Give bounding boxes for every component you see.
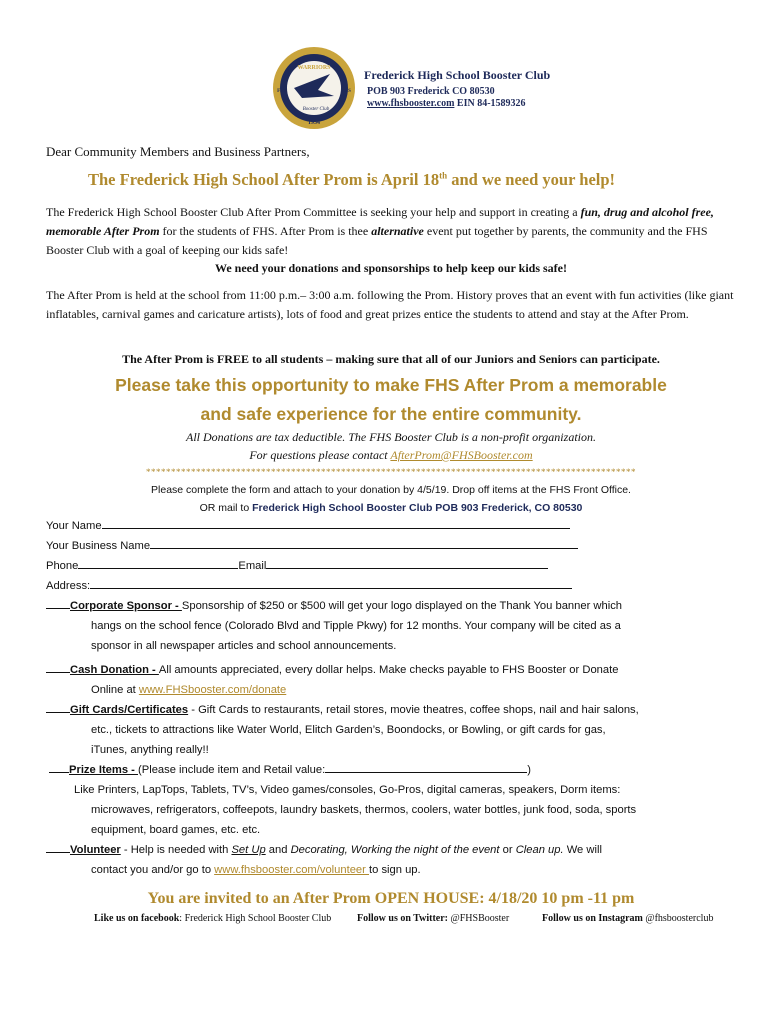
- event-details-paragraph: The After Prom is held at the school from 11:00 p.m.– 3:00 a.m. following the Prom. History proves that an event with fun activities (like giant inflatables, carnival games and caricature artists), lots of food and great prizes entice the students to attend and stay at the After Prom.: [46, 288, 734, 321]
- business-label: Your Business Name: [46, 540, 151, 552]
- cta-banner: [46, 371, 736, 429]
- address-field[interactable]: [90, 577, 572, 589]
- seal-right-text: FHS: [341, 89, 351, 94]
- p1-text-e: event put together by parents, the community and the FHS Booster Club with a goal of keeping our kids safe!: [46, 224, 708, 257]
- donation-appeal: We need your donations and sponsorships to help keep our kids safe!: [215, 261, 567, 275]
- contact-text: For questions please contact: [249, 448, 391, 462]
- volunteer-decor: Decorating, Working the night of the event: [290, 844, 500, 856]
- email-label: Email: [238, 560, 267, 572]
- name-label: Your Name: [46, 520, 102, 532]
- intro-paragraph: [46, 203, 736, 260]
- twitter-label: Follow us on Twitter:: [357, 913, 449, 924]
- corporate-desc-3: sponsor in all newspaper articles and school announcements.: [91, 640, 397, 652]
- headline: [88, 170, 615, 190]
- address-label: Address:: [46, 580, 91, 592]
- cta-line-2: and safe experience for the entire community.: [200, 404, 582, 424]
- volunteer-signup-text: to sign up.: [369, 864, 421, 876]
- org-ein: EIN 84-1589326: [456, 98, 526, 109]
- prize-value-field[interactable]: [325, 761, 527, 773]
- free-event-line: The After Prom is FREE to all students – making sure that all of our Juniors and Seniors can participate.: [122, 352, 660, 366]
- headline-text: The Frederick High School After Prom is April 18: [88, 170, 440, 189]
- seal-top-text: FHS: [308, 55, 320, 61]
- prize-desc-3: microwaves, refrigerators, coffeepots, laundry baskets, thermos, coolers, water bottles, junk food, soda, sports: [91, 804, 637, 816]
- cash-online-text: Online at: [91, 684, 139, 696]
- gift-desc: - Gift Cards to restaurants, retail stores, movie theatres, coffee shops, nail and hair salons,: [188, 704, 639, 716]
- corporate-desc-2: hangs on the school fence (Colorado Blvd and Tipple Pkwy) for 12 months. Your company will be cited as a: [91, 620, 621, 632]
- address-row: [46, 576, 639, 596]
- p1-emphasis: fun, drug and alcohol free, memorable After Prom: [46, 205, 714, 238]
- gift-checkbox-line[interactable]: [46, 701, 70, 713]
- org-website-link[interactable]: www.fhsbooster.com: [367, 98, 455, 109]
- prize-desc-4: equipment, board games, etc. etc.: [91, 824, 261, 836]
- cash-title: Cash Donation -: [70, 664, 159, 676]
- prize-close: ): [527, 764, 531, 776]
- instagram-label: Follow us on Instagram: [542, 913, 643, 924]
- tax-deductible-note: All Donations are tax deductible. The FHS Booster Club is a non-profit organization.: [186, 430, 596, 444]
- p1-alternative: alternative: [371, 224, 424, 238]
- mail-text: OR mail to: [199, 502, 253, 514]
- cash-desc-2: [46, 680, 639, 700]
- prize-desc-2: Like Printers, LapTops, Tablets, TV’s, Video games/consoles, Go-Pros, digital cameras, speakers, Dorm items:: [74, 784, 621, 796]
- prize-checkbox-line[interactable]: [49, 761, 69, 773]
- prize-desc: (Please include item and Retail value:: [138, 764, 326, 776]
- volunteer-desc-c: or: [499, 844, 516, 856]
- volunteer-desc-d: We will: [563, 844, 602, 856]
- gift-desc-2: etc., tickets to attractions like Water World, Elitch Garden’s, Boondocks, or Bowling, or gift cards for gas,: [91, 724, 606, 736]
- open-house-banner: You are invited to an After Prom OPEN HOUSE: 4/18/20 10 pm -11 pm: [147, 890, 635, 907]
- seal-inner-text: Booster Club: [302, 107, 330, 112]
- volunteer-option: [46, 840, 639, 860]
- volunteer-go-text: contact you and/or go to: [91, 864, 215, 876]
- twitter-value[interactable]: @FHSBooster: [448, 913, 510, 924]
- corporate-title: Corporate Sponsor -: [70, 600, 182, 612]
- facebook-line: [94, 913, 331, 924]
- seal-left-text: FHS: [277, 89, 287, 94]
- mail-line: [46, 498, 736, 518]
- donate-link[interactable]: www.FHSbooster.com/donate: [138, 684, 287, 696]
- gift-desc-3: iTunes, anything really!!: [91, 744, 209, 756]
- volunteer-checkbox-line[interactable]: [46, 841, 70, 853]
- star-divider: **************************************************************************************************: [146, 467, 636, 477]
- cta-line-1: Please take this opportunity to make FHS After Prom a memorable: [115, 375, 667, 395]
- name-row: [46, 516, 639, 536]
- org-name: Frederick High School Booster Club: [364, 68, 551, 82]
- volunteer-desc-2: [46, 860, 639, 880]
- contact-email-link[interactable]: AfterProm@FHSBooster.com: [390, 448, 533, 462]
- seal-bottom-text: 1954: [308, 120, 320, 126]
- volunteer-desc-a: - Help is needed with: [120, 844, 232, 856]
- facebook-value[interactable]: : Frederick High School Booster Club: [179, 913, 332, 924]
- org-address: POB 903 Frederick CO 80530: [367, 86, 495, 97]
- instagram-line: [542, 913, 713, 924]
- salutation: Dear Community Members and Business Partners,: [46, 144, 310, 159]
- corporate-checkbox-line[interactable]: [46, 597, 70, 609]
- seal-mascot: WARRIORS: [297, 65, 331, 71]
- email-field[interactable]: [266, 557, 548, 569]
- volunteer-desc-b: and: [265, 844, 291, 856]
- headline-end: and we need your help!: [447, 170, 616, 189]
- headline-sup: th: [439, 170, 448, 181]
- mail-address: Frederick High School Booster Club POB 903 Frederick, CO 80530: [252, 502, 583, 514]
- org-web-ein: [367, 98, 526, 109]
- cash-desc: All amounts appreciated, every dollar helps. Make checks payable to FHS Booster or Donate: [158, 664, 619, 676]
- prize-title: Prize Items -: [69, 764, 139, 776]
- corporate-sponsor-option: [46, 596, 639, 616]
- volunteer-link[interactable]: www.fhsbooster.com/volunteer: [214, 864, 369, 876]
- volunteer-clean: Clean up.: [515, 844, 564, 856]
- p1-text-a: The Frederick High School Booster Club After Prom Committee is seeking your help and support in creating a: [46, 205, 581, 219]
- phone-field[interactable]: [78, 557, 238, 569]
- form-instructions: Please complete the form and attach to your donation by 4/5/19. Drop off items at the FHS Front Office.: [151, 484, 631, 496]
- p1-text-c: for the students of FHS. After Prom is thee: [159, 224, 372, 238]
- instagram-value[interactable]: @fhsboosterclub: [642, 913, 714, 924]
- gift-title: Gift Cards/Certificates: [70, 704, 189, 716]
- corporate-desc: Sponsorship of $250 or $500 will get your logo displayed on the Thank You banner which: [181, 600, 623, 612]
- volunteer-setup: Set Up: [231, 844, 266, 856]
- cash-checkbox-line[interactable]: [46, 661, 70, 673]
- prize-items-option: [46, 760, 639, 780]
- volunteer-title: Volunteer: [70, 844, 121, 856]
- business-name-field[interactable]: [150, 537, 578, 549]
- twitter-line: [357, 913, 509, 924]
- business-row: [46, 536, 639, 556]
- name-field[interactable]: [102, 517, 570, 529]
- booster-club-seal-logo: [272, 46, 356, 130]
- phone-label: Phone: [46, 560, 79, 572]
- cash-donation-option: [46, 660, 639, 680]
- phone-email-row: [46, 556, 639, 576]
- facebook-label: Like us on facebook: [94, 913, 180, 924]
- form-fields: [46, 516, 639, 880]
- gift-cards-option: [46, 700, 639, 720]
